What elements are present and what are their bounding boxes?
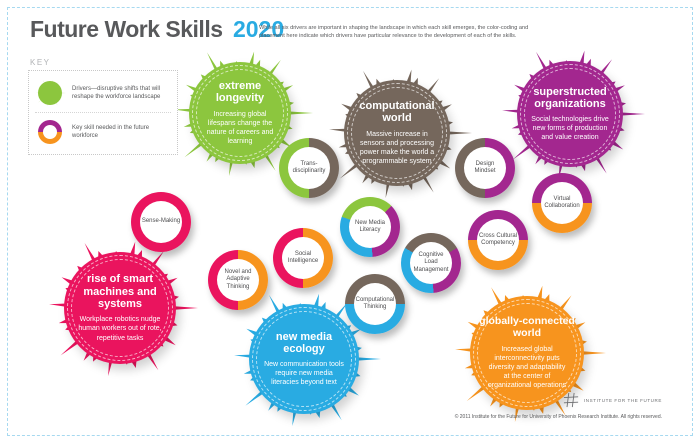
driver-title: globally-connected world: [479, 315, 575, 339]
driver-title: rise of smart machines and systems: [83, 273, 157, 311]
skill-ring-icon: [35, 118, 65, 146]
driver-extreme-longevity: [189, 62, 291, 164]
skill-new-media-literacy: [340, 197, 400, 257]
key-legend-box: [28, 70, 178, 155]
skill-label: New Media Literacy: [354, 219, 385, 233]
skill-label: Design Mindset: [474, 160, 496, 174]
driver-desc: Workplace robotics nudge human workers out of rote, repetitive tasks: [78, 316, 162, 342]
driver-desc: Social technologies drive new forms of production and value creation: [531, 116, 609, 142]
driver-desc: Massive increase in sensors and processing power make the world a programmable system: [359, 130, 435, 165]
driver-desc: Increasing global lifespans change the nature of careers and learning: [206, 110, 274, 145]
driver-rise-of-smart-machines: [64, 252, 176, 364]
skill-virtual-collaboration: [532, 173, 592, 233]
skill-label: Cross Cultural Competency: [478, 232, 517, 246]
skill-label: Sense-Making: [141, 218, 181, 225]
driver-desc: Increased global interconnectivity puts diversity and adaptability at the center of organizational operations: [487, 345, 567, 389]
driver-blob-icon: [35, 79, 65, 107]
skill-label: Social Intelligence: [287, 250, 319, 264]
driver-title: computational world: [359, 100, 435, 125]
key-driver-text: Drivers—disruptive shifts that will reshape the workforce landscape: [72, 85, 161, 100]
page-title: [30, 16, 284, 43]
key-skill-text: Key skill needed in the future workforce: [72, 124, 150, 139]
page-title-main: Future Work Skills: [30, 16, 223, 42]
skill-trans-disciplinarity: [279, 138, 339, 198]
driver-title: superstructed organizations: [533, 85, 607, 110]
skill-label: Trans-disciplinarity: [292, 160, 326, 174]
skill-computational-thinking: [345, 274, 405, 334]
skill-social-intelligence: [273, 228, 333, 288]
intro-paragraph: While all six drivers are important in shaping the landscape in which each skill emerges, the color-coding and placement here indicate which drivers have particular relevance to the development of each of the skills.: [259, 25, 529, 40]
driver-superstructed-organizations: [517, 61, 623, 167]
skill-label: Novel and Adaptive Thinking: [224, 268, 252, 290]
iftf-logo-text: INSTITUTE FOR THE FUTURE: [583, 397, 662, 403]
skill-cognitive-load-management: [401, 233, 461, 293]
skill-label: Cognitive Load Management: [413, 251, 449, 273]
driver-title: extreme longevity: [215, 80, 265, 105]
copyright-line: © 2011 Institute for the Future for University of Phoenix Research Institute. All rights reserved.: [454, 414, 662, 420]
skill-novel-adaptive-thinking: [208, 250, 268, 310]
key-heading: KEY: [30, 58, 51, 67]
key-skill-row: [35, 115, 171, 149]
iftf-logo-mark: [563, 392, 579, 408]
iftf-logo: [563, 392, 662, 408]
key-driver-row: [35, 76, 171, 110]
skill-design-mindset: [455, 138, 515, 198]
skill-label: Computational Thinking: [355, 296, 395, 310]
skill-cross-cultural-competency: [468, 210, 528, 270]
skill-sense-making: [131, 192, 191, 252]
driver-new-media-ecology: [249, 304, 359, 414]
skill-label: Virtual Collaboration: [544, 195, 580, 209]
driver-title: new media ecology: [275, 330, 333, 355]
page-title-year: 2020: [232, 16, 285, 42]
driver-desc: New communication tools require new media literacies beyond text: [264, 361, 344, 387]
driver-computational-world: [344, 80, 450, 186]
